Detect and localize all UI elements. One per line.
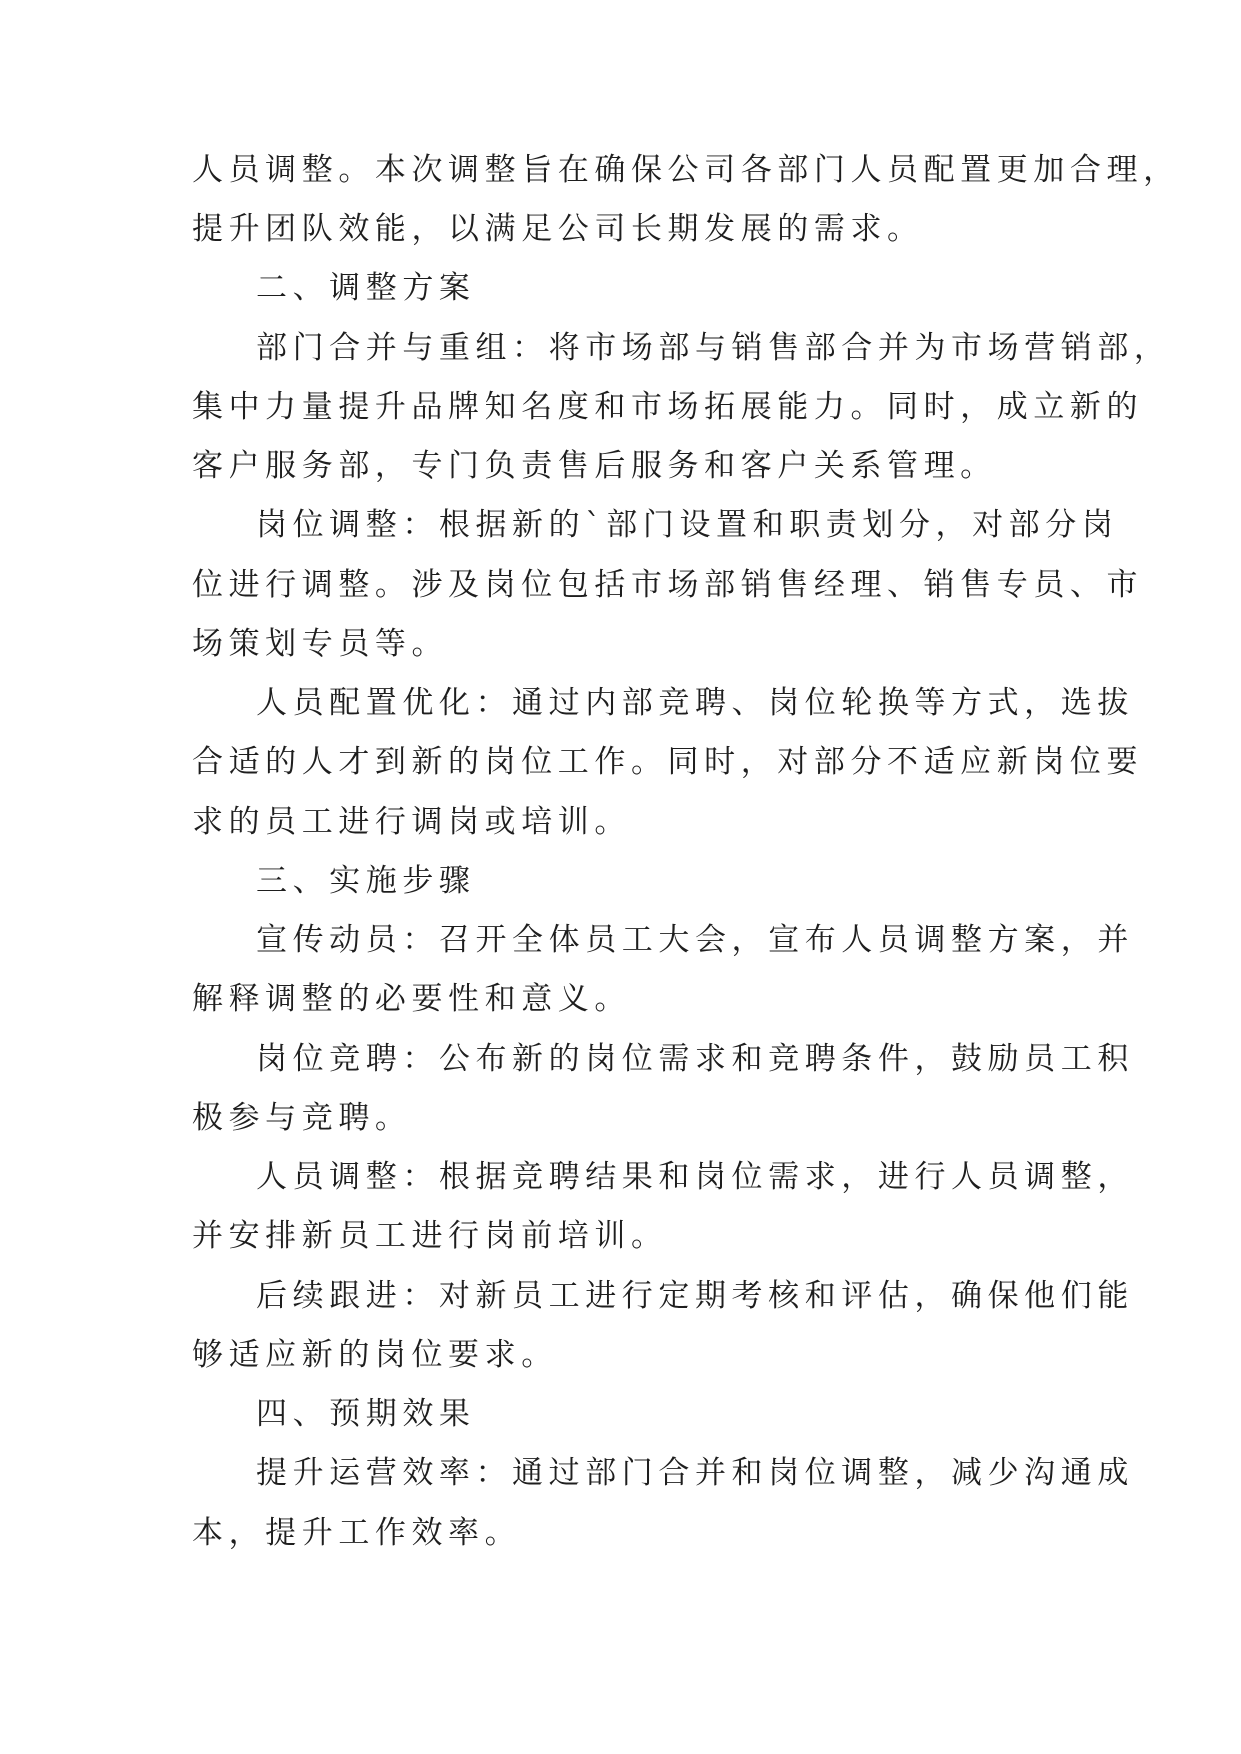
text-line: 人员配置优化：通过内部竞聘、岗位轮换等方式，选拔 (256, 685, 1134, 721)
text-line: 提升团队效能，以满足公司长期发展的需求。 (192, 211, 924, 247)
text-line: 客户服务部，专门负责售后服务和客户关系管理。 (192, 448, 997, 484)
text-line: 人员调整。本次调整旨在确保公司各部门人员配置更加合理， (192, 152, 1180, 188)
text-line: 集中力量提升品牌知名度和市场拓展能力。同时，成立新的 (192, 389, 1144, 425)
text-line: 求的员工进行调岗或培训。 (192, 804, 631, 840)
text-line: 部门合并与重组：将市场部与销售部合并为市场营销部， (256, 330, 1171, 366)
text-line: 位进行调整。涉及岗位包括市场部销售经理、销售专员、市 (192, 567, 1144, 603)
section-heading: 三、实施步骤 (256, 863, 476, 899)
section-heading: 四、预期效果 (256, 1396, 476, 1432)
text-line: 提升运营效率：通过部门合并和岗位调整，减少沟通成 (256, 1455, 1134, 1491)
text-line: 极参与竞聘。 (192, 1100, 412, 1136)
text-line: 后续跟进：对新员工进行定期考核和评估，确保他们能 (256, 1278, 1134, 1314)
text-line: 够适应新的岗位要求。 (192, 1337, 558, 1373)
text-line: 解释调整的必要性和意义。 (192, 981, 631, 1017)
text-line: 本，提升工作效率。 (192, 1515, 522, 1551)
text-line: 并安排新员工进行岗前培训。 (192, 1218, 668, 1254)
text-line: 宣传动员：召开全体员工大会，宣布人员调整方案，并 (256, 922, 1134, 958)
text-line: 岗位调整：根据新的`部门设置和职责划分，对部分岗 (256, 507, 1119, 543)
text-line: 场策划专员等。 (192, 626, 449, 662)
text-line: 岗位竞聘：公布新的岗位需求和竞聘条件，鼓励员工积 (256, 1041, 1134, 1077)
section-heading: 二、调整方案 (256, 270, 476, 306)
text-line: 合适的人才到新的岗位工作。同时，对部分不适应新岗位要 (192, 744, 1144, 780)
text-line: 人员调整：根据竞聘结果和岗位需求，进行人员调整， (256, 1159, 1134, 1195)
